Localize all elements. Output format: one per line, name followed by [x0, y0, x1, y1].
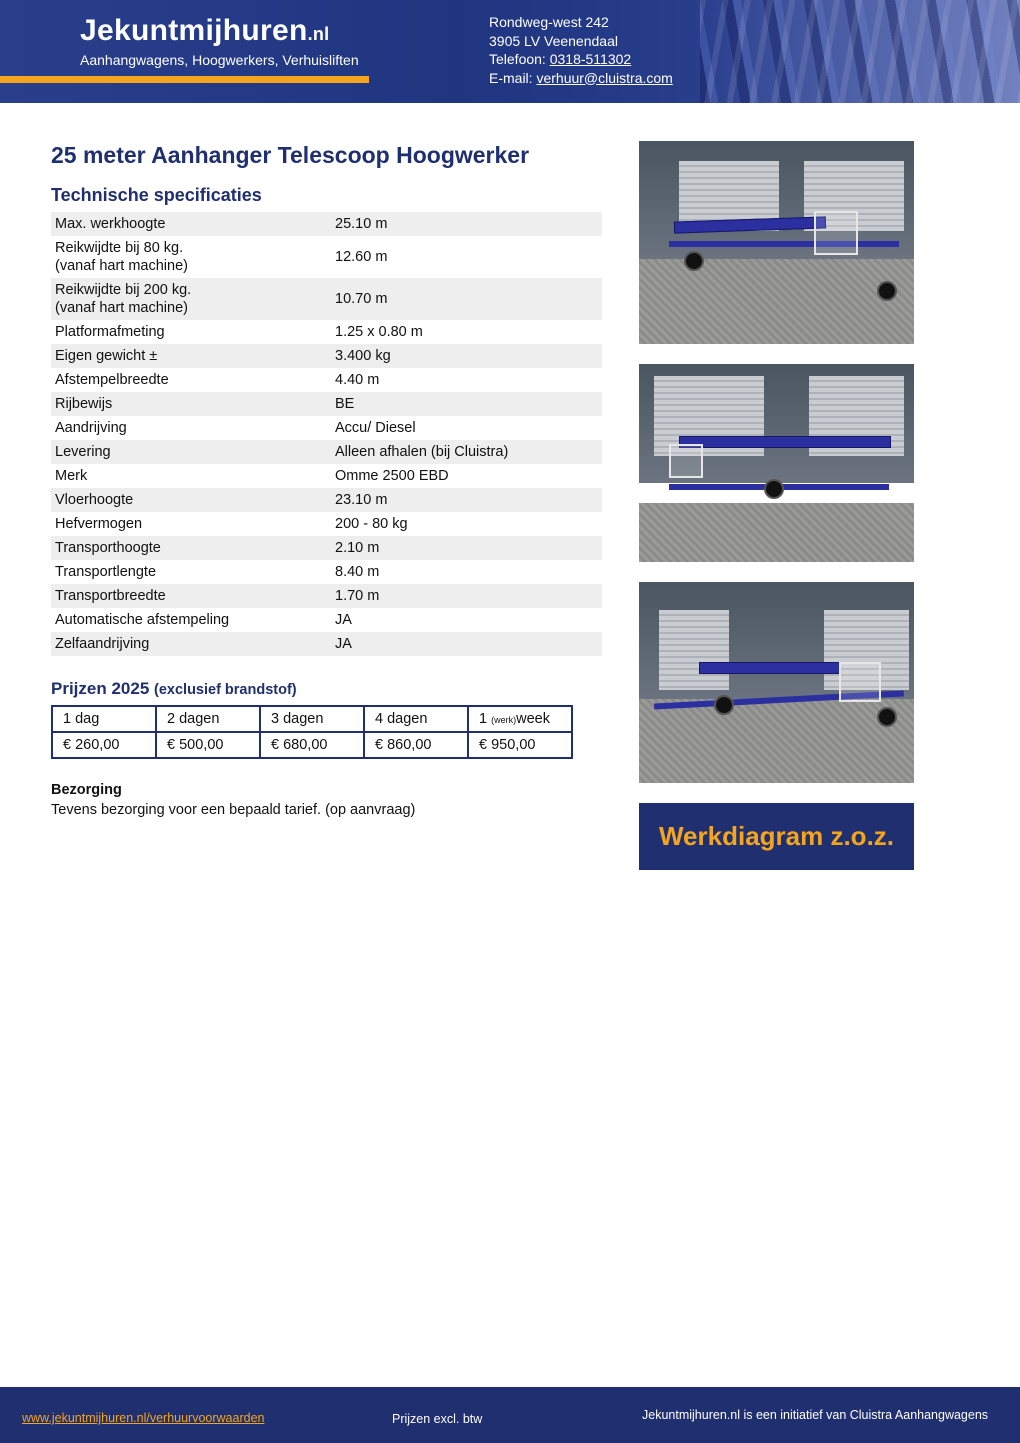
spec-key: Vloerhoogte [55, 492, 134, 508]
spec-value: 10.70 m [335, 291, 388, 307]
spec-key-note: (vanaf hart machine) [55, 258, 188, 274]
header-photo [700, 0, 1020, 103]
spec-key-line: Reikwijdte bij 200 kg. [55, 282, 192, 298]
spec-key: Platformafmeting [55, 324, 165, 340]
spec-row [51, 512, 602, 536]
spec-value: 2.10 m [335, 540, 380, 556]
spec-row [51, 608, 602, 632]
specs-title: Technische specificaties [51, 185, 262, 205]
footer-initiative: Jekuntmijhuren.nl is een initiatief van Cluistra Aanhangwagens [642, 1408, 989, 1422]
address-line-1: Rondweg-west 242 [489, 14, 609, 30]
spec-row [51, 344, 602, 368]
spec-key: Levering [55, 444, 111, 460]
price-period: 1 dag [52, 706, 156, 732]
spec-row [51, 392, 602, 416]
product-photo-1 [639, 141, 914, 344]
page-title: 25 meter Aanhanger Telescoop Hoogwerker [51, 142, 530, 168]
rental-terms-link[interactable]: www.jekuntmijhuren.nl/verhuurvoorwaarden [22, 1411, 265, 1425]
spec-key: Afstempelbreedte [55, 372, 169, 388]
price-amount: € 260,00 [52, 732, 156, 758]
spec-row [51, 488, 602, 512]
delivery-title: Bezorging [51, 782, 122, 798]
logo-tld: .nl [307, 24, 330, 44]
spec-key: Merk [55, 468, 88, 484]
spec-key: Eigen gewicht ± [55, 348, 158, 364]
spec-key: Transportlengte [55, 564, 157, 580]
spec-key-line: Reikwijdte bij 80 kg. [55, 240, 184, 256]
email-line [489, 69, 673, 88]
spec-value: JA [335, 636, 352, 652]
phone-line [489, 50, 673, 69]
address-line-2: 3905 LV Veenendaal [489, 32, 618, 49]
price-amount: € 950,00 [468, 732, 572, 758]
prices-amount-row [52, 732, 572, 758]
spec-key: Zelfaandrijving [55, 636, 150, 652]
spec-value: 12.60 m [335, 249, 388, 265]
spec-row [51, 416, 602, 440]
spec-row [51, 278, 602, 320]
spec-value: 25.10 m [335, 216, 388, 232]
spec-row [51, 236, 602, 278]
price-amount: € 680,00 [260, 732, 364, 758]
price-period [468, 706, 572, 732]
spec-row [51, 536, 602, 560]
spec-value: JA [335, 612, 352, 628]
spec-key: Rijbewijs [55, 396, 113, 412]
spec-value: 200 - 80 kg [335, 516, 408, 532]
logo [80, 14, 329, 48]
spec-row [51, 464, 602, 488]
spec-value: 1.25 x 0.80 m [335, 324, 423, 340]
price-period: 4 dagen [364, 706, 468, 732]
spec-value: Alleen afhalen (bij Cluistra) [335, 444, 509, 460]
specs-table [51, 212, 602, 656]
prices-title [51, 679, 297, 699]
logo-tagline: Aanhangwagens, Hoogwerkers, Verhuisliften [80, 52, 359, 68]
werkdiagram-button[interactable]: Werkdiagram z.o.z. [639, 803, 914, 870]
spec-row [51, 560, 602, 584]
spec-value: 23.10 m [335, 492, 388, 508]
spec-row [51, 212, 602, 236]
spec-value: Omme 2500 EBD [335, 468, 449, 484]
prices-title-note: (exclusief brandstof) [154, 682, 297, 698]
spec-row [51, 440, 602, 464]
product-photo-3 [639, 582, 914, 783]
spec-row [51, 584, 602, 608]
spec-key-note: (vanaf hart machine) [55, 300, 188, 316]
spec-row [51, 368, 602, 392]
page-footer [0, 1387, 1020, 1443]
delivery-text: Tevens bezorging voor een bepaald tarief. (op aanvraag) [51, 802, 416, 818]
spec-value: 8.40 m [335, 564, 380, 580]
page-header [0, 0, 1020, 103]
spec-key: Transporthoogte [55, 540, 161, 556]
spec-key: Max. werkhoogte [55, 216, 166, 232]
product-photo-2 [639, 364, 914, 562]
phone-link[interactable]: 0318-511302 [549, 51, 632, 67]
week-small: (werk) [491, 715, 517, 725]
contact-block [489, 13, 673, 87]
logo-name: Jekuntmijhuren [80, 14, 308, 47]
spec-value: 1.70 m [335, 588, 380, 604]
spec-key: Automatische afstempeling [55, 612, 230, 628]
price-amount: € 860,00 [364, 732, 468, 758]
price-period: 3 dagen [260, 706, 364, 732]
prices-header-row [52, 706, 572, 732]
spec-value: 3.400 kg [335, 348, 391, 364]
spec-key: Aandrijving [55, 420, 127, 436]
spec-row [51, 320, 602, 344]
footer-vat-note: Prijzen excl. btw [392, 1412, 483, 1426]
logo-accent-bar [0, 76, 369, 83]
price-amount: € 500,00 [156, 732, 260, 758]
spec-key: Hefvermogen [55, 516, 143, 532]
spec-value: BE [335, 396, 355, 412]
email-label: E-mail: [489, 69, 537, 86]
spec-row [51, 632, 602, 656]
prices-table [51, 705, 573, 759]
week-prefix: 1 [479, 711, 492, 727]
phone-label: Telefoon: [489, 51, 550, 67]
spec-key: Transportbreedte [55, 588, 166, 604]
prices-title-main: Prijzen 2025 [51, 679, 150, 698]
email-link[interactable]: verhuur@cluistra.com [536, 69, 673, 86]
spec-key [51, 236, 331, 278]
week-suffix: week [516, 711, 550, 727]
spec-value: 4.40 m [335, 372, 380, 388]
price-period: 2 dagen [156, 706, 260, 732]
spec-value: Accu/ Diesel [335, 420, 416, 436]
spec-key [51, 278, 331, 320]
